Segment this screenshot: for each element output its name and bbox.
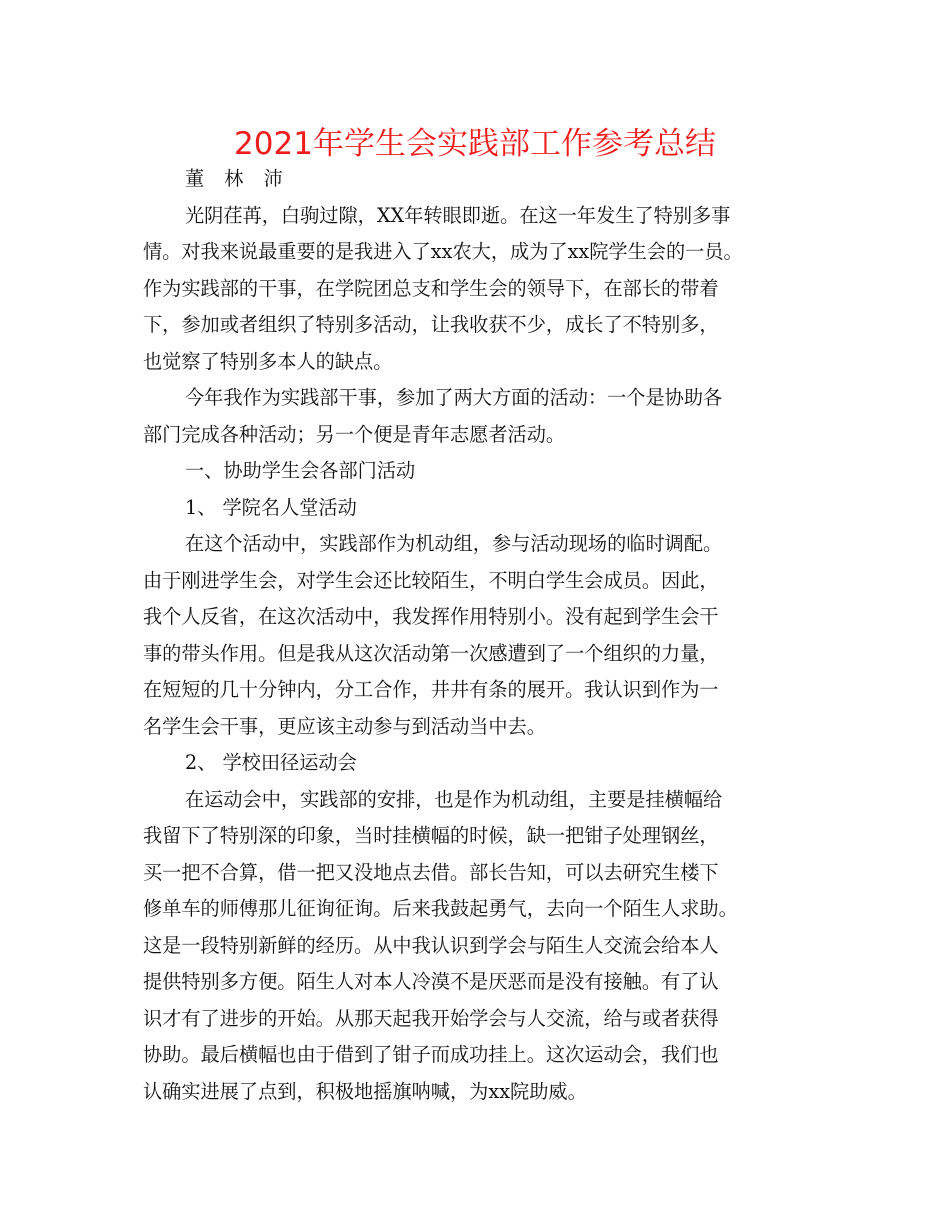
paragraph-line: 这是一段特别新鲜的经历。从中我认识到学会与陌生人交流会给本人 [143,933,719,957]
paragraph-line: 光阴荏苒，白驹过隙，XX年转眼即逝。在这一年发生了特别多事 [185,203,731,227]
paragraph-line: 情。对我来说最重要的是我进入了xx农大，成为了xx院学生会的一员。 [143,240,743,263]
section-heading: 一、协助学生会各部门活动 [185,459,416,482]
paragraph-line: 部门完成各种活动；另一个便是青年志愿者活动。 [143,422,566,446]
paragraph-line: 由于刚进学生会，对学生会还比较陌生，不明白学生会成员。因此， [143,568,719,592]
paragraph-line: 我个人反省，在这次活动中，我发挥作用特别小。没有起到学生会干 [143,605,719,628]
document-title: 2021年学生会实践部工作参考总结 [234,126,716,162]
paragraph-line: 下，参加或者组织了特别多活动，让我收获不少，成长了不特别多， [143,313,719,336]
document-body [143,161,823,1110]
paragraph-line: 事的带头作用。但是我从这次活动第一次感遭到了一个组织的力量， [143,641,719,665]
subsection-heading: 1、 学院名人堂活动 [185,495,357,519]
paragraph-line: 也觉察了特别多本人的缺点。 [143,349,393,373]
paragraph-line: 名学生会干事，更应该主动参与到活动当中去。 [143,714,546,738]
paragraph-line: 识才有了进步的开始。从那天起我开始学会与人交流，给与或者获得 [143,1006,719,1030]
paragraph-line: 协助。最后横幅也由于借到了钳子而成功挂上。这次运动会，我们也 [143,1043,719,1066]
paragraph-line: 提供特别多方便。陌生人对本人冷漠不是厌恶而是没有接触。有了认 [143,970,719,993]
subsection-heading: 2、 学校田径运动会 [185,751,357,774]
paragraph-line: 今年我作为实践部干事，参加了两大方面的活动：一个是协助各 [185,386,723,409]
paragraph-line: 作为实践部的干事，在学院团总支和学生会的领导下，在部长的带着 [143,276,719,300]
paragraph-line: 修单车的师傅那儿征询征询。后来我鼓起勇气，去向一个陌生人求助。 [143,897,738,920]
paragraph-line: 在短短的几十分钟内，分工合作，井井有条的展开。我认识到作为一 [143,678,719,701]
paragraph-line: 我留下了特别深的印象，当时挂横幅的时候，缺一把钳子处理钢丝， [143,824,719,847]
author-name: 董 林 沛 [185,167,290,190]
paragraph-line: 在运动会中，实践部的安排，也是作为机动组，主要是挂横幅给 [185,787,723,811]
paragraph-line: 认确实进展了点到，积极地摇旗呐喊，为xx院助威。 [143,1079,587,1103]
paragraph-line: 买一把不合算，借一把又没地点去借。部长告知，可以去研究生楼下 [143,860,719,884]
paragraph-line: 在这个活动中，实践部作为机动组，参与活动现场的临时调配。 [185,532,723,555]
